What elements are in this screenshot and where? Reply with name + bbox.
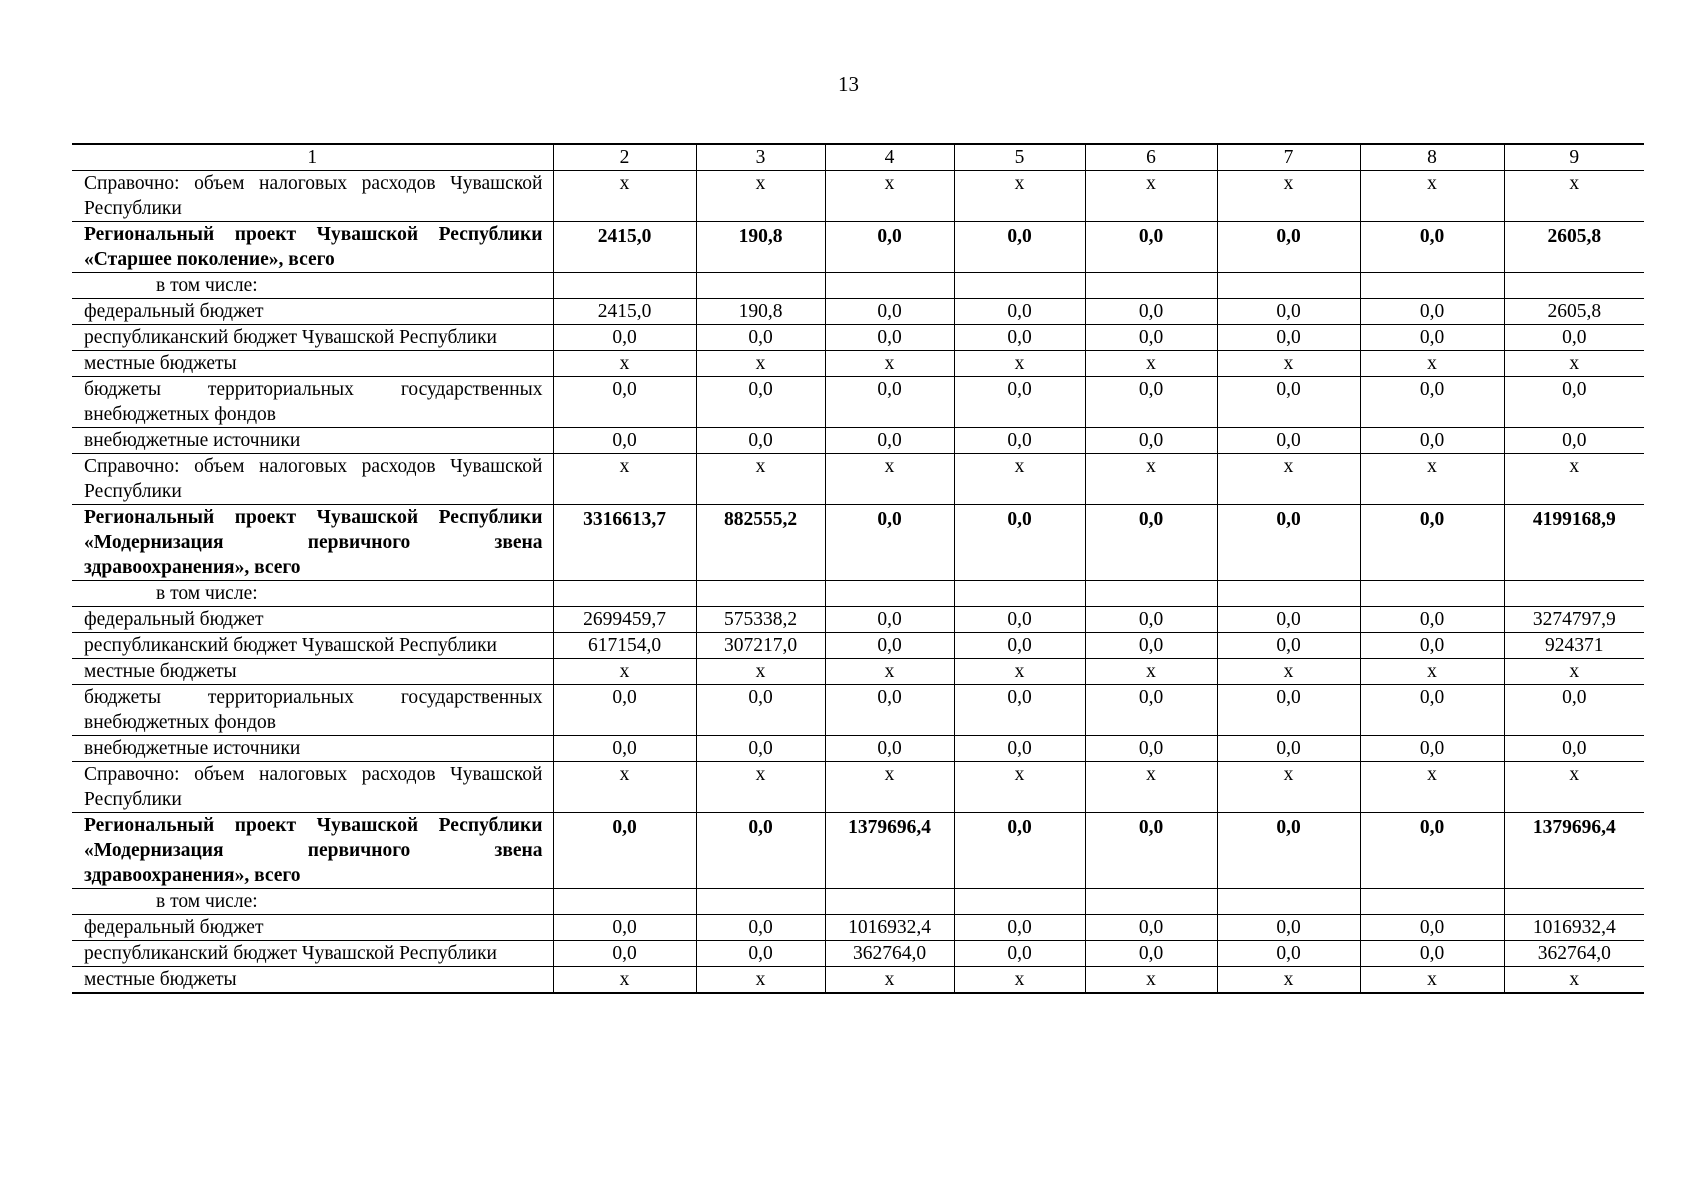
row-value-col-4: 0,0 [825,325,954,351]
row-value-col-2: 0,0 [553,915,696,941]
row-value-col-7 [1217,273,1360,299]
table-row [72,607,1644,633]
row-value-col-6: х [1085,967,1217,994]
row-value-col-6: 0,0 [1085,915,1217,941]
row-value-col-3: 307217,0 [696,633,825,659]
row-value-col-8: 0,0 [1360,813,1504,889]
column-number-2: 2 [553,144,696,171]
table-row [72,299,1644,325]
table-row [72,659,1644,685]
row-label: республиканский бюджет Чувашской Республики [72,325,553,351]
row-value-col-7: 0,0 [1217,941,1360,967]
row-value-col-4: 362764,0 [825,941,954,967]
row-label: в том числе: [72,273,553,299]
row-value-col-5: х [954,762,1085,813]
row-label: Справочно: объем налоговых расходов Чувашской Республики [72,171,553,222]
row-label: Региональный проект Чувашской Республики «Модернизация первичного звена здравоохранения», всего [72,813,553,889]
row-value-col-2: 0,0 [553,813,696,889]
row-value-col-3 [696,581,825,607]
row-value-col-6: х [1085,171,1217,222]
row-value-col-5: х [954,351,1085,377]
row-label: Региональный проект Чувашской Республики «Модернизация первичного звена здравоохранения», всего [72,505,553,581]
row-value-col-3: х [696,967,825,994]
row-value-col-3 [696,273,825,299]
row-label: внебюджетные источники [72,736,553,762]
row-value-col-9: х [1504,967,1644,994]
row-value-col-7 [1217,581,1360,607]
row-value-col-5 [954,889,1085,915]
row-value-col-2 [553,273,696,299]
row-value-col-4: 0,0 [825,222,954,273]
row-value-col-6: 0,0 [1085,941,1217,967]
row-value-col-3: х [696,351,825,377]
row-value-col-6: 0,0 [1085,222,1217,273]
row-value-col-9 [1504,273,1644,299]
row-value-col-9: 0,0 [1504,325,1644,351]
row-value-col-7: 0,0 [1217,633,1360,659]
table-row [72,915,1644,941]
row-value-col-4: х [825,967,954,994]
row-value-col-7: 0,0 [1217,325,1360,351]
row-value-col-5: 0,0 [954,505,1085,581]
row-value-col-2: 3316613,7 [553,505,696,581]
row-value-col-3: 190,8 [696,222,825,273]
project-total-row [72,505,1644,581]
row-value-col-9 [1504,581,1644,607]
table-row [72,685,1644,736]
row-value-col-4: х [825,454,954,505]
table-row [72,736,1644,762]
row-value-col-5: х [954,659,1085,685]
row-value-col-5 [954,273,1085,299]
row-label: федеральный бюджет [72,299,553,325]
row-value-col-3: х [696,454,825,505]
row-value-col-8: 0,0 [1360,633,1504,659]
row-value-col-7: 0,0 [1217,736,1360,762]
table-header-row [72,144,1644,171]
row-value-col-9: 0,0 [1504,685,1644,736]
table-row [72,325,1644,351]
row-value-col-6: х [1085,762,1217,813]
row-value-col-5: х [954,454,1085,505]
row-value-col-4 [825,889,954,915]
row-value-col-7: 0,0 [1217,222,1360,273]
row-value-col-4: 0,0 [825,685,954,736]
table-row [72,273,1644,299]
row-value-col-4: 1379696,4 [825,813,954,889]
row-value-col-9: 0,0 [1504,377,1644,428]
row-value-col-9: 0,0 [1504,428,1644,454]
row-value-col-2: х [553,454,696,505]
row-value-col-2 [553,889,696,915]
row-value-col-6 [1085,581,1217,607]
row-value-col-5: 0,0 [954,736,1085,762]
row-value-col-8: 0,0 [1360,325,1504,351]
row-value-col-3 [696,889,825,915]
row-value-col-7: х [1217,171,1360,222]
table-row [72,377,1644,428]
row-value-col-2: 0,0 [553,377,696,428]
row-value-col-5: 0,0 [954,325,1085,351]
row-value-col-3: 0,0 [696,941,825,967]
row-value-col-6: 0,0 [1085,685,1217,736]
table-row [72,889,1644,915]
row-value-col-3: х [696,659,825,685]
row-value-col-7: 0,0 [1217,607,1360,633]
row-value-col-7: х [1217,454,1360,505]
row-label: Региональный проект Чувашской Республики «Старшее поколение», всего [72,222,553,273]
row-value-col-2: х [553,351,696,377]
row-value-col-8: х [1360,351,1504,377]
row-value-col-4: х [825,351,954,377]
table-row [72,967,1644,994]
row-value-col-5: 0,0 [954,299,1085,325]
row-value-col-3: 0,0 [696,377,825,428]
row-value-col-5: 0,0 [954,941,1085,967]
row-value-col-5: х [954,967,1085,994]
row-label: внебюджетные источники [72,428,553,454]
row-value-col-7: х [1217,967,1360,994]
row-value-col-4: 0,0 [825,505,954,581]
row-value-col-2: 0,0 [553,736,696,762]
table-row [72,941,1644,967]
row-value-col-4: 0,0 [825,377,954,428]
row-value-col-4: х [825,762,954,813]
row-value-col-5: 0,0 [954,915,1085,941]
row-value-col-8: х [1360,659,1504,685]
column-number-7: 7 [1217,144,1360,171]
table-row [72,633,1644,659]
row-label: бюджеты территориальных государственных внебюджетных фондов [72,685,553,736]
row-value-col-2: 0,0 [553,325,696,351]
row-value-col-2: х [553,171,696,222]
row-value-col-6 [1085,889,1217,915]
column-number-9: 9 [1504,144,1644,171]
row-value-col-6: 0,0 [1085,299,1217,325]
row-value-col-3: 0,0 [696,915,825,941]
row-value-col-4 [825,581,954,607]
project-total-row [72,813,1644,889]
row-value-col-7: 0,0 [1217,915,1360,941]
row-value-col-8: 0,0 [1360,915,1504,941]
row-value-col-2: 2699459,7 [553,607,696,633]
column-number-8: 8 [1360,144,1504,171]
row-value-col-9: х [1504,454,1644,505]
row-value-col-9: 1016932,4 [1504,915,1644,941]
column-number-6: 6 [1085,144,1217,171]
page-number: 13 [838,72,859,96]
row-value-col-6: 0,0 [1085,633,1217,659]
row-value-col-9: 2605,8 [1504,299,1644,325]
table-row [72,581,1644,607]
row-value-col-6: 0,0 [1085,377,1217,428]
budget-table [72,143,1644,994]
row-value-col-4: 0,0 [825,428,954,454]
row-value-col-7: 0,0 [1217,377,1360,428]
row-value-col-8: 0,0 [1360,607,1504,633]
row-value-col-5: 0,0 [954,222,1085,273]
row-value-col-8: 0,0 [1360,941,1504,967]
row-value-col-8: х [1360,762,1504,813]
row-label: местные бюджеты [72,967,553,994]
row-value-col-4: х [825,171,954,222]
row-value-col-2: 2415,0 [553,222,696,273]
column-number-4: 4 [825,144,954,171]
row-value-col-7: х [1217,762,1360,813]
row-value-col-3: 0,0 [696,428,825,454]
table-row [72,454,1644,505]
row-value-col-9: х [1504,659,1644,685]
row-value-col-4 [825,273,954,299]
row-value-col-4: 0,0 [825,633,954,659]
row-value-col-3: 0,0 [696,813,825,889]
row-value-col-9: 0,0 [1504,736,1644,762]
row-value-col-8: 0,0 [1360,428,1504,454]
row-value-col-5: х [954,171,1085,222]
row-value-col-9: 1379696,4 [1504,813,1644,889]
row-value-col-5: 0,0 [954,813,1085,889]
table-row [72,171,1644,222]
row-value-col-9: х [1504,171,1644,222]
row-value-col-7: 0,0 [1217,428,1360,454]
row-label: бюджеты территориальных государственных внебюджетных фондов [72,377,553,428]
row-value-col-3: 190,8 [696,299,825,325]
project-total-row [72,222,1644,273]
row-value-col-9: 2605,8 [1504,222,1644,273]
row-label: в том числе: [72,889,553,915]
row-value-col-8: 0,0 [1360,222,1504,273]
row-value-col-6: 0,0 [1085,505,1217,581]
row-value-col-3: 575338,2 [696,607,825,633]
row-label: федеральный бюджет [72,607,553,633]
row-value-col-6: х [1085,659,1217,685]
table-row [72,428,1644,454]
row-value-col-4: 0,0 [825,299,954,325]
row-value-col-4: 1016932,4 [825,915,954,941]
row-value-col-2 [553,581,696,607]
row-value-col-8: 0,0 [1360,377,1504,428]
row-value-col-4: х [825,659,954,685]
row-value-col-9 [1504,889,1644,915]
row-value-col-4: 0,0 [825,736,954,762]
row-value-col-5: 0,0 [954,685,1085,736]
row-value-col-6: 0,0 [1085,325,1217,351]
row-value-col-5: 0,0 [954,607,1085,633]
table-row [72,351,1644,377]
row-value-col-8: 0,0 [1360,685,1504,736]
row-value-col-2: х [553,762,696,813]
row-value-col-6: х [1085,454,1217,505]
row-value-col-5: 0,0 [954,428,1085,454]
row-label: местные бюджеты [72,351,553,377]
row-label: местные бюджеты [72,659,553,685]
row-label: Справочно: объем налоговых расходов Чувашской Республики [72,762,553,813]
row-value-col-4: 0,0 [825,607,954,633]
row-value-col-7: 0,0 [1217,685,1360,736]
row-value-col-2: х [553,967,696,994]
row-value-col-9: 924371 [1504,633,1644,659]
row-value-col-7 [1217,889,1360,915]
row-value-col-8: х [1360,171,1504,222]
row-value-col-9: х [1504,351,1644,377]
row-value-col-3: 882555,2 [696,505,825,581]
row-value-col-5: 0,0 [954,633,1085,659]
row-value-col-2: 0,0 [553,428,696,454]
row-value-col-2: х [553,659,696,685]
row-value-col-2: 0,0 [553,685,696,736]
row-value-col-3: 0,0 [696,685,825,736]
row-value-col-7: 0,0 [1217,299,1360,325]
row-value-col-8: 0,0 [1360,736,1504,762]
row-value-col-9: 3274797,9 [1504,607,1644,633]
row-label: федеральный бюджет [72,915,553,941]
row-value-col-6: 0,0 [1085,813,1217,889]
row-value-col-7: 0,0 [1217,505,1360,581]
row-label: Справочно: объем налоговых расходов Чувашской Республики [72,454,553,505]
row-value-col-8: 0,0 [1360,299,1504,325]
row-value-col-6: 0,0 [1085,607,1217,633]
row-value-col-3: х [696,762,825,813]
column-number-3: 3 [696,144,825,171]
column-number-1: 1 [72,144,553,171]
row-value-col-9: 4199168,9 [1504,505,1644,581]
row-value-col-9: х [1504,762,1644,813]
row-value-col-3: х [696,171,825,222]
row-label: республиканский бюджет Чувашской Республики [72,941,553,967]
table-row [72,762,1644,813]
row-value-col-5 [954,581,1085,607]
row-value-col-3: 0,0 [696,736,825,762]
row-label: республиканский бюджет Чувашской Республики [72,633,553,659]
row-value-col-8: х [1360,454,1504,505]
column-number-5: 5 [954,144,1085,171]
row-value-col-9: 362764,0 [1504,941,1644,967]
row-value-col-8 [1360,889,1504,915]
row-value-col-7: х [1217,351,1360,377]
row-value-col-2: 0,0 [553,941,696,967]
row-value-col-2: 2415,0 [553,299,696,325]
row-value-col-6 [1085,273,1217,299]
row-value-col-7: х [1217,659,1360,685]
row-value-col-7: 0,0 [1217,813,1360,889]
row-value-col-8: х [1360,967,1504,994]
row-value-col-5: 0,0 [954,377,1085,428]
row-value-col-2: 617154,0 [553,633,696,659]
row-value-col-8 [1360,273,1504,299]
row-value-col-6: 0,0 [1085,736,1217,762]
row-value-col-6: 0,0 [1085,428,1217,454]
row-value-col-8 [1360,581,1504,607]
row-label: в том числе: [72,581,553,607]
row-value-col-6: х [1085,351,1217,377]
row-value-col-3: 0,0 [696,325,825,351]
row-value-col-8: 0,0 [1360,505,1504,581]
